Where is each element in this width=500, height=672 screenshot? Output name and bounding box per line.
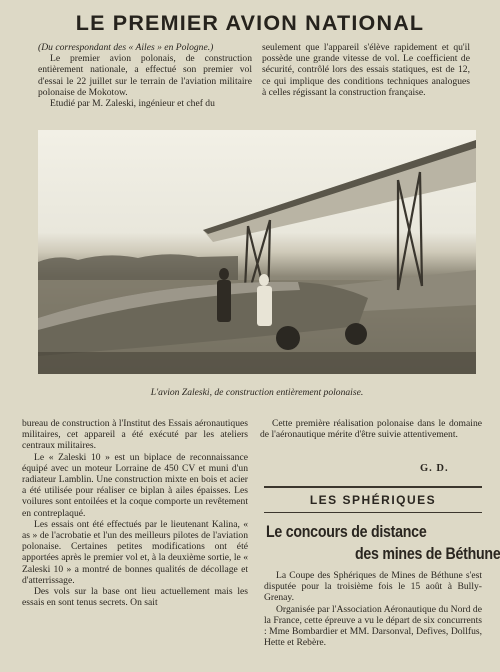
section-paragraph: Organisée par l'Association Aéronautique du Nord de la France, cette épreuve a vu le départ de six concurrents : Mme Bombardier et MM. Darsonval, Defives, Dollfus, Hette et Rebère.	[264, 603, 482, 649]
body-paragraph: Des vols sur la base ont lieu actuellement mais les essais en sont tenus secrets. On sait	[22, 586, 248, 609]
airplane-photo	[38, 130, 476, 374]
article-byline: (Du correspondant des « Ailes » en Pologne.)	[38, 42, 214, 53]
section-divider	[264, 512, 482, 513]
article-headline: LE PREMIER AVION NATIONAL	[75, 11, 425, 35]
section-title: LES SPHÉRIQUES	[309, 493, 437, 507]
body-paragraph: Cette première réalisation polonaise dans le domaine de l'aéronautique mérite d'être suivie attentivement.	[260, 418, 482, 441]
body-paragraph: bureau de construction à l'Institut des Essais aéronautiques militaires, cet appareil a été exécuté par les ateliers centraux militaires.	[22, 418, 248, 452]
intro-paragraph: Etudié par M. Zaleski, ingénieur et chef du	[50, 98, 215, 110]
intro-column-left	[38, 42, 252, 130]
intro-column-right	[262, 42, 470, 130]
body-column-left	[22, 418, 248, 670]
section-column	[264, 570, 482, 670]
article-subhead: Le concours de distance	[266, 523, 427, 541]
article-subhead: des mines de Béthune	[355, 545, 500, 563]
body-paragraph: Les essais ont été effectués par le lieutenant Kalina, « as » de l'acrobatie et l'un des meilleurs pilotes de l'aviation polonaise. Certaines petites modifications ont été apportées après le premier vol et, à la deuxième sortie, le « Zaleski 10 » a montré de bonnes qualités de décollage et d'atterrissage.	[22, 518, 248, 586]
article-signature: G. D.	[420, 463, 449, 474]
photo-caption: L'avion Zaleski, de construction entièrement polonaise.	[150, 387, 364, 398]
intro-paragraph-continued: seulement que l'appareil s'élève rapidement et qu'il possède une grande vitesse de vol. Le coefficient de sécurité, contrôlé lors des essais statiques, est de 12, ce qui implique des conditions techniques analogues à celles régissant la construction française.	[262, 42, 470, 98]
section-divider	[264, 486, 482, 488]
section-paragraph: La Coupe des Sphériques de Mines de Béthune s'est disputée pour la troisième fois le 15 août à Bully-Grenay.	[264, 570, 482, 604]
body-paragraph: Le « Zaleski 10 » est un biplace de reconnaissance équipé avec un moteur Lorraine de 450 CV et muni d'un radiateur Lamblin. Une construction mixte en bois et acier a été utilisée pour réaliser ce biplan à ailes épaisses. Les voilures sont entoilées et la coque comporte un revêtement en contreplaqué.	[22, 451, 248, 519]
intro-paragraph: Le premier avion polonais, de construction entièrement nationale, a effectué son premier vol d'essai le 22 juillet sur le terrain de l'aviation militaire polonaise de Mokotow.	[38, 53, 252, 98]
biplane-illustration	[38, 130, 476, 374]
